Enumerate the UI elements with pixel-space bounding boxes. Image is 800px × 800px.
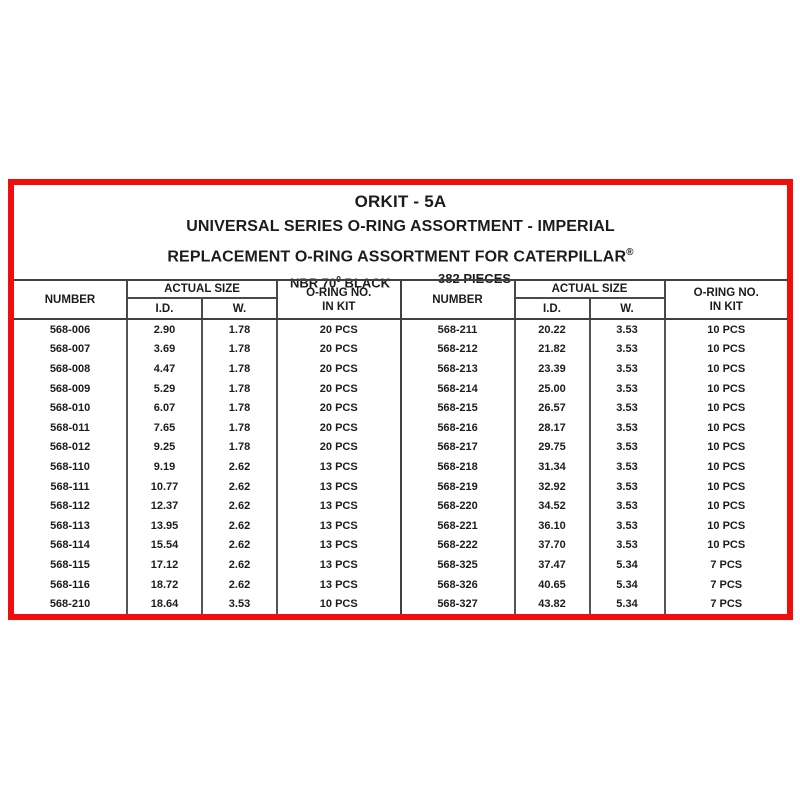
pcs-cell: 13 PCS [319,460,358,473]
w-cell: 3.53 [591,516,666,536]
number-cell: 568-213 [402,359,516,379]
title-block [14,185,787,293]
w-cell: 3.53 [591,457,666,477]
w-cell: 3.53 [203,594,278,614]
table-row [14,379,400,399]
number-cell: 568-114 [14,536,128,556]
id-cell: 18.64 [128,594,203,614]
id-cell: 32.92 [516,477,591,497]
table-row [402,496,788,516]
w-cell: 3.53 [591,359,666,379]
table-row [14,359,400,379]
pcs-cell: 10 PCS [707,362,746,375]
number-cell: 568-216 [402,418,516,438]
id-cell: 28.17 [516,418,591,438]
pcs-cell: 10 PCS [707,460,746,473]
number-cell: 568-009 [14,379,128,399]
table-row [14,340,400,360]
table-row [402,477,788,497]
id-cell: 9.25 [128,438,203,458]
id-cell: 37.47 [516,555,591,575]
table-row [402,575,788,595]
pcs-cell: 10 PCS [707,441,746,454]
number-cell: 568-008 [14,359,128,379]
pcs-cell: 7 PCS [710,578,743,591]
number-cell: 568-327 [402,594,516,614]
table-row [402,555,788,575]
id-cell: 21.82 [516,340,591,360]
pcs-cell: 13 PCS [319,500,358,513]
series-subtitle: UNIVERSAL SERIES O-RING ASSORTMENT - IMPERIAL [186,218,615,235]
pcs-cell: 7 PCS [710,598,743,611]
w-column-header: W. [591,299,666,318]
pcs-cell: 20 PCS [319,362,358,375]
pcs-cell: 13 PCS [319,578,358,591]
material-color: BLACK [340,275,391,291]
w-cell: 2.62 [203,477,278,497]
number-cell: 568-211 [402,320,516,340]
number-cell: 568-221 [402,516,516,536]
pcs-cell: 20 PCS [319,323,358,336]
table-row [14,594,400,614]
id-cell: 17.12 [128,555,203,575]
pcs-cell: 20 PCS [319,402,358,415]
id-column-header: I.D. [128,299,203,318]
number-cell: 568-006 [14,320,128,340]
id-cell: 13.95 [128,516,203,536]
number-cell: 568-011 [14,418,128,438]
right-table [400,281,788,614]
id-cell: 7.65 [128,418,203,438]
id-cell: 20.22 [516,320,591,340]
w-column-header: W. [203,299,278,318]
number-cell: 568-217 [402,438,516,458]
w-cell: 3.53 [591,496,666,516]
number-cell: 568-326 [402,575,516,595]
pcs-cell: 20 PCS [319,421,358,434]
pcs-cell: 10 PCS [707,402,746,415]
table-row [14,575,400,595]
left-table-body [14,320,400,614]
pcs-cell: 10 PCS [707,519,746,532]
table-row [14,516,400,536]
id-cell: 5.29 [128,379,203,399]
material-sup: 0 [336,274,341,285]
table-row [14,555,400,575]
w-cell: 2.62 [203,555,278,575]
pcs-cell: 10 PCS [707,323,746,336]
number-cell: 568-222 [402,536,516,556]
oring-no-column-header [666,281,788,318]
table-row [14,438,400,458]
number-cell: 568-111 [14,477,128,497]
pcs-cell: 13 PCS [319,539,358,552]
number-cell: 568-325 [402,555,516,575]
id-cell: 23.39 [516,359,591,379]
w-cell: 2.62 [203,575,278,595]
number-cell: 568-010 [14,398,128,418]
pcs-cell: 10 PCS [707,500,746,513]
table-row [402,320,788,340]
w-cell: 1.78 [203,418,278,438]
number-cell: 568-219 [402,477,516,497]
id-cell: 36.10 [516,516,591,536]
table-row [402,359,788,379]
table-row [14,398,400,418]
table-row [402,457,788,477]
oring-spec-table [14,279,787,614]
table-row [14,320,400,340]
w-cell: 1.78 [203,398,278,418]
id-cell: 18.72 [128,575,203,595]
number-cell: 568-110 [14,457,128,477]
id-cell: 29.75 [516,438,591,458]
actual-size-column-header: ACTUAL SIZE [516,281,666,299]
replacement-subtitle [14,240,787,270]
table-row [402,398,788,418]
table-row [14,477,400,497]
table-row [14,457,400,477]
table-row [402,536,788,556]
pcs-cell: 10 PCS [707,421,746,434]
replacement-subtitle-text: REPLACEMENT O-RING ASSORTMENT FOR CATERPILLAR [167,248,627,266]
actual-size-column-header: ACTUAL SIZE [128,281,278,299]
pcs-cell: 13 PCS [319,480,358,493]
pcs-cell: 10 PCS [707,480,746,493]
kit-name-title: ORKIT - 5A [354,192,447,211]
id-cell: 4.47 [128,359,203,379]
pcs-cell: 10 PCS [319,598,358,611]
oring-no-header-line2: IN KIT [322,300,356,313]
number-cell: 568-115 [14,555,128,575]
id-cell: 26.57 [516,398,591,418]
pcs-cell: 13 PCS [319,558,358,571]
number-cell: 568-214 [402,379,516,399]
id-cell: 12.37 [128,496,203,516]
w-cell: 3.53 [591,536,666,556]
number-cell: 568-210 [14,594,128,614]
id-cell: 2.90 [128,320,203,340]
table-row [402,379,788,399]
w-cell: 3.53 [591,398,666,418]
id-cell: 31.34 [516,457,591,477]
w-cell: 3.53 [591,477,666,497]
number-cell: 568-212 [402,340,516,360]
id-cell: 9.19 [128,457,203,477]
number-cell: 568-113 [14,516,128,536]
w-cell: 5.34 [591,555,666,575]
pcs-cell: 10 PCS [707,539,746,552]
w-cell: 3.53 [591,418,666,438]
number-cell: 568-116 [14,575,128,595]
w-cell: 2.62 [203,496,278,516]
number-cell: 568-220 [402,496,516,516]
left-table-header [14,281,400,320]
table-row [14,496,400,516]
registered-trademark-mark: ® [626,247,634,258]
number-cell: 568-007 [14,340,128,360]
table-row [14,418,400,438]
pcs-cell: 20 PCS [319,382,358,395]
w-cell: 3.53 [591,438,666,458]
oring-no-column-header [278,281,400,318]
table-row [402,594,788,614]
oring-no-header-line2: IN KIT [709,300,743,313]
id-cell: 34.52 [516,496,591,516]
table-row [402,516,788,536]
id-cell: 6.07 [128,398,203,418]
w-cell: 3.53 [591,320,666,340]
w-cell: 2.62 [203,516,278,536]
right-table-body [402,320,788,614]
w-cell: 5.34 [591,575,666,595]
w-cell: 2.62 [203,457,278,477]
id-cell: 40.65 [516,575,591,595]
w-cell: 1.78 [203,438,278,458]
number-cell: 568-218 [402,457,516,477]
id-column-header: I.D. [516,299,591,318]
id-cell: 15.54 [128,536,203,556]
w-cell: 1.78 [203,340,278,360]
table-row [402,418,788,438]
w-cell: 1.78 [203,320,278,340]
oring-no-header-line1: O-RING NO. [693,286,759,299]
id-cell: 25.00 [516,379,591,399]
number-cell: 568-112 [14,496,128,516]
left-table [14,281,400,614]
pcs-cell: 13 PCS [319,519,358,532]
id-cell: 10.77 [128,477,203,497]
w-cell: 1.78 [203,379,278,399]
document-red-frame [8,179,793,620]
pcs-cell: 7 PCS [710,558,743,571]
number-cell: 568-012 [14,438,128,458]
id-cell: 43.82 [516,594,591,614]
pcs-cell: 20 PCS [319,343,358,356]
pcs-cell: 20 PCS [319,441,358,454]
table-row [402,340,788,360]
w-cell: 3.53 [591,379,666,399]
id-cell: 37.70 [516,536,591,556]
w-cell: 3.53 [591,340,666,360]
w-cell: 5.34 [591,594,666,614]
w-cell: 1.78 [203,359,278,379]
pcs-cell: 10 PCS [707,382,746,395]
number-column-header: NUMBER [402,281,516,318]
pieces-count: 382 PIECES [438,271,512,287]
pcs-cell: 10 PCS [707,343,746,356]
w-cell: 2.62 [203,536,278,556]
number-column-header: NUMBER [14,281,128,318]
oring-no-header-line1: O-RING NO. [306,286,372,299]
number-cell: 568-215 [402,398,516,418]
table-row [402,438,788,458]
id-cell: 3.69 [128,340,203,360]
right-table-header [402,281,788,320]
table-row [14,536,400,556]
material-name: NBR 70 [289,275,337,291]
